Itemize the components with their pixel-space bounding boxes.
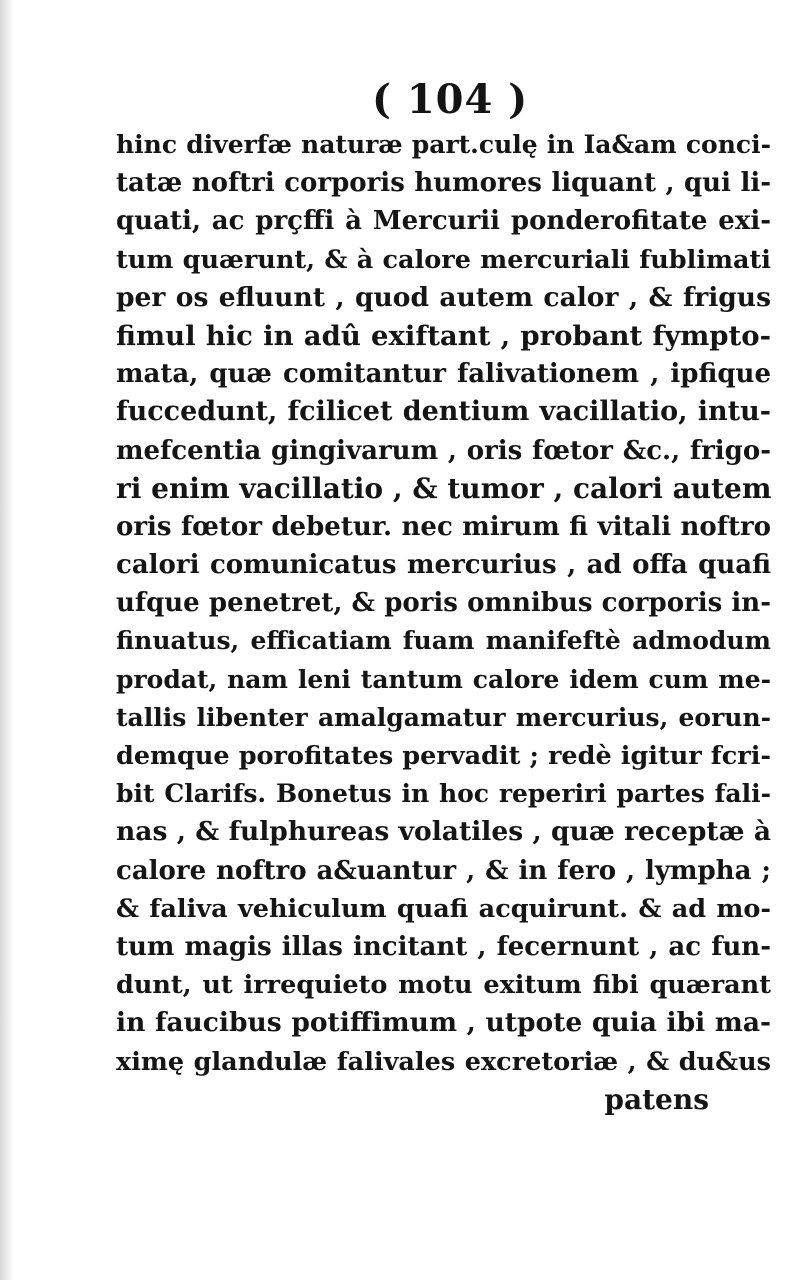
text-line: finuatus, efficatiam fuam manifeftè admodum	[116, 626, 771, 656]
catchword: patens	[604, 1082, 709, 1116]
text-line: tallis libenter amalgamatur mercurius, eorun-	[116, 702, 771, 732]
text-line: fimul hic in adû exiftant , probant fympto-	[116, 319, 771, 352]
text-line: nas , & fulphureas volatiles , quæ receptæ à	[116, 816, 771, 848]
text-line: ximę glandulæ falivales excretoriæ , & du&us	[116, 1046, 771, 1077]
text-line: mata, quæ comitantur falivationem , ipfique	[116, 359, 771, 390]
text-line: per os efluunt , quod autem calor , & frigus	[116, 281, 771, 313]
text-line: mefcentia gingivarum , oris fœtor &c., frigo-	[116, 435, 771, 466]
text-line: dunt, ut irrequieto motu exitum fibi quærant	[116, 970, 771, 1001]
body-text	[116, 126, 771, 1119]
text-line: ufque penetret, & poris omnibus corporis in-	[116, 588, 771, 619]
text-line: bit Clarifs. Bonetus in hoc reperiri partes fali-	[116, 779, 771, 809]
text-line: prodat, nam leni tantum calore idem cum me-	[116, 664, 771, 694]
text-line: tum magis illas incitant , fecernunt , ac fun-	[116, 931, 771, 962]
binding-gutter-shadow	[0, 0, 14, 1280]
text-line: tatæ noftri corporis humores liquant , qui li-	[116, 168, 771, 199]
text-line: demque porofitates pervadit ; redè igitur fcri-	[116, 741, 771, 771]
page-number: ( 104 )	[372, 76, 529, 123]
text-line: & faliva vehiculum quafi acquirunt. & ad mo-	[116, 893, 771, 924]
text-line: in faucibus potiffimum , utpote quia ibi ma-	[116, 1007, 771, 1039]
text-line: hinc diverfæ naturæ part.culę in Ia&am conci-	[116, 130, 771, 159]
text-line: calore noftro a&uantur , & in fero , lympha ;	[116, 855, 771, 886]
text-line: quati, ac prçffi à Mercurii ponderofitate exi-	[116, 206, 771, 237]
text-line: ri enim vacillatio , & tumor , calori autem	[116, 471, 772, 505]
text-line: tum quærunt, & à calore mercuriali fublimati	[116, 244, 771, 275]
text-line: fuccedunt, fcilicet dentium vacillatio, intu-	[116, 396, 771, 428]
text-line: oris fœtor debetur. nec mirum fi vitali noftro	[116, 511, 771, 542]
text-line: calori comunicatus mercurius , ad offa quafi	[116, 550, 771, 581]
